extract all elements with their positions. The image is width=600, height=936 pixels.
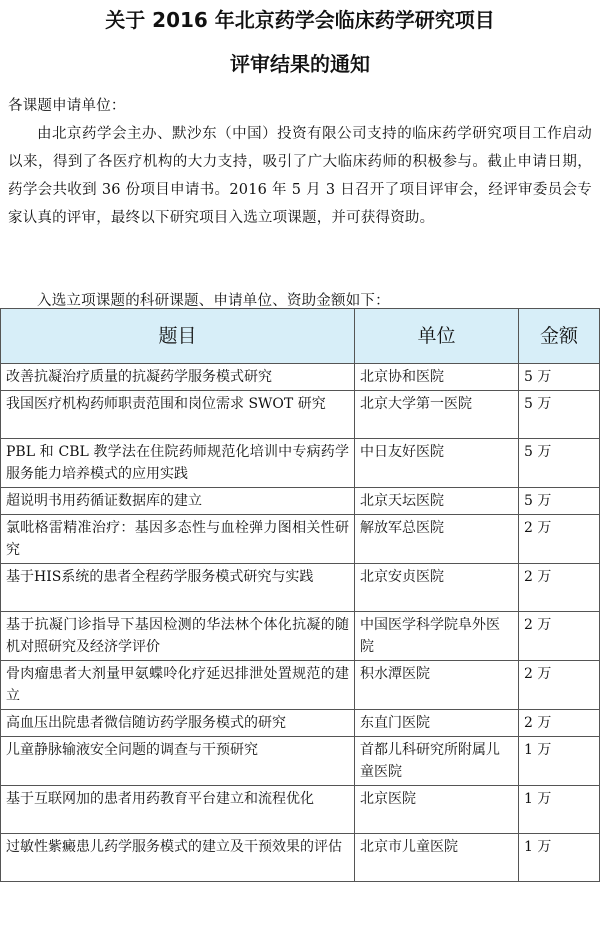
topic-cell: 骨肉瘤患者大剂量甲氨蝶呤化疗延迟排泄处置规范的建立 xyxy=(1,661,355,710)
amount-cell: 2 万 xyxy=(519,710,600,737)
unit-cell: 北京市儿童医院 xyxy=(355,834,519,882)
amount-cell: 5 万 xyxy=(519,364,600,391)
topic-cell: 改善抗凝治疗质量的抗凝药学服务模式研究 xyxy=(1,364,355,391)
amount-cell: 5 万 xyxy=(519,391,600,439)
topic-cell: 过敏性紫癜患儿药学服务模式的建立及干预效果的评估 xyxy=(1,834,355,882)
table-row xyxy=(1,710,600,737)
table-intro: 入选立项课题的科研课题、申请单位、资助金额如下： xyxy=(37,293,390,309)
unit-cell: 北京大学第一医院 xyxy=(355,391,519,439)
greeting: 各课题申请单位： xyxy=(8,98,126,114)
table-row xyxy=(1,661,600,710)
topic-cell: 基于互联网加的患者用药教育平台建立和流程优化 xyxy=(1,786,355,834)
unit-cell: 首都儿科研究所附属儿童医院 xyxy=(355,737,519,786)
topic-cell: 超说明书用药循证数据库的建立 xyxy=(1,488,355,515)
header-topic: 题目 xyxy=(1,309,355,364)
topic-cell: PBL 和 CBL 教学法在住院药师规范化培训中专病药学服务能力培养模式的应用实践 xyxy=(1,439,355,488)
unit-cell: 北京医院 xyxy=(355,786,519,834)
table-row xyxy=(1,564,600,612)
funded-projects-table xyxy=(0,308,600,882)
unit-cell: 中国医学科学院阜外医院 xyxy=(355,612,519,661)
unit-cell: 中日友好医院 xyxy=(355,439,519,488)
topic-cell: 高血压出院患者微信随访药学服务模式的研究 xyxy=(1,710,355,737)
table-row xyxy=(1,488,600,515)
amount-cell: 2 万 xyxy=(519,564,600,612)
unit-cell: 解放军总医院 xyxy=(355,515,519,564)
amount-cell: 5 万 xyxy=(519,488,600,515)
amount-cell: 1 万 xyxy=(519,737,600,786)
topic-cell: 氯吡格雷精准治疗：基因多态性与血栓弹力图相关性研究 xyxy=(1,515,355,564)
unit-cell: 北京安贞医院 xyxy=(355,564,519,612)
unit-cell: 积水潭医院 xyxy=(355,661,519,710)
table-row xyxy=(1,515,600,564)
table-row xyxy=(1,391,600,439)
table-row xyxy=(1,737,600,786)
table-row xyxy=(1,439,600,488)
table-row xyxy=(1,612,600,661)
header-amount: 金额 xyxy=(519,309,600,364)
amount-cell: 1 万 xyxy=(519,786,600,834)
unit-cell: 北京协和医院 xyxy=(355,364,519,391)
header-unit: 单位 xyxy=(355,309,519,364)
topic-cell: 基于HIS系统的患者全程药学服务模式研究与实践 xyxy=(1,564,355,612)
table-row xyxy=(1,786,600,834)
topic-cell: 基于抗凝门诊指导下基因检测的华法林个体化抗凝的随机对照研究及经济学评价 xyxy=(1,612,355,661)
amount-cell: 2 万 xyxy=(519,612,600,661)
table-header-row xyxy=(1,309,600,364)
amount-cell: 2 万 xyxy=(519,515,600,564)
body-paragraph: 由北京药学会主办、默沙东（中国）投资有限公司支持的临床药学研究项目工作启动以来，得到了各医疗机构的大力支持，吸引了广大临床药师的积极参与。截止申请日期，药学会共收到 36 份项目申请书。2016 年 5 月 3 日召开了项目评审会，经评审委员会专家认真的评审，最终以下研究项目入选立项课题，并可获得资助。 xyxy=(8,126,592,226)
table-row xyxy=(1,364,600,391)
unit-cell: 北京天坛医院 xyxy=(355,488,519,515)
notice-title-line-1: 关于 2016 年北京药学会临床药学研究项目 xyxy=(105,8,495,32)
amount-cell: 2 万 xyxy=(519,661,600,710)
table-row xyxy=(1,834,600,882)
table-body xyxy=(1,364,600,882)
topic-cell: 我国医疗机构药师职责范围和岗位需求 SWOT 研究 xyxy=(1,391,355,439)
topic-cell: 儿童静脉输液安全问题的调查与干预研究 xyxy=(1,737,355,786)
amount-cell: 5 万 xyxy=(519,439,600,488)
unit-cell: 东直门医院 xyxy=(355,710,519,737)
notice-title-line-2: 评审结果的通知 xyxy=(230,52,370,76)
amount-cell: 1 万 xyxy=(519,834,600,882)
